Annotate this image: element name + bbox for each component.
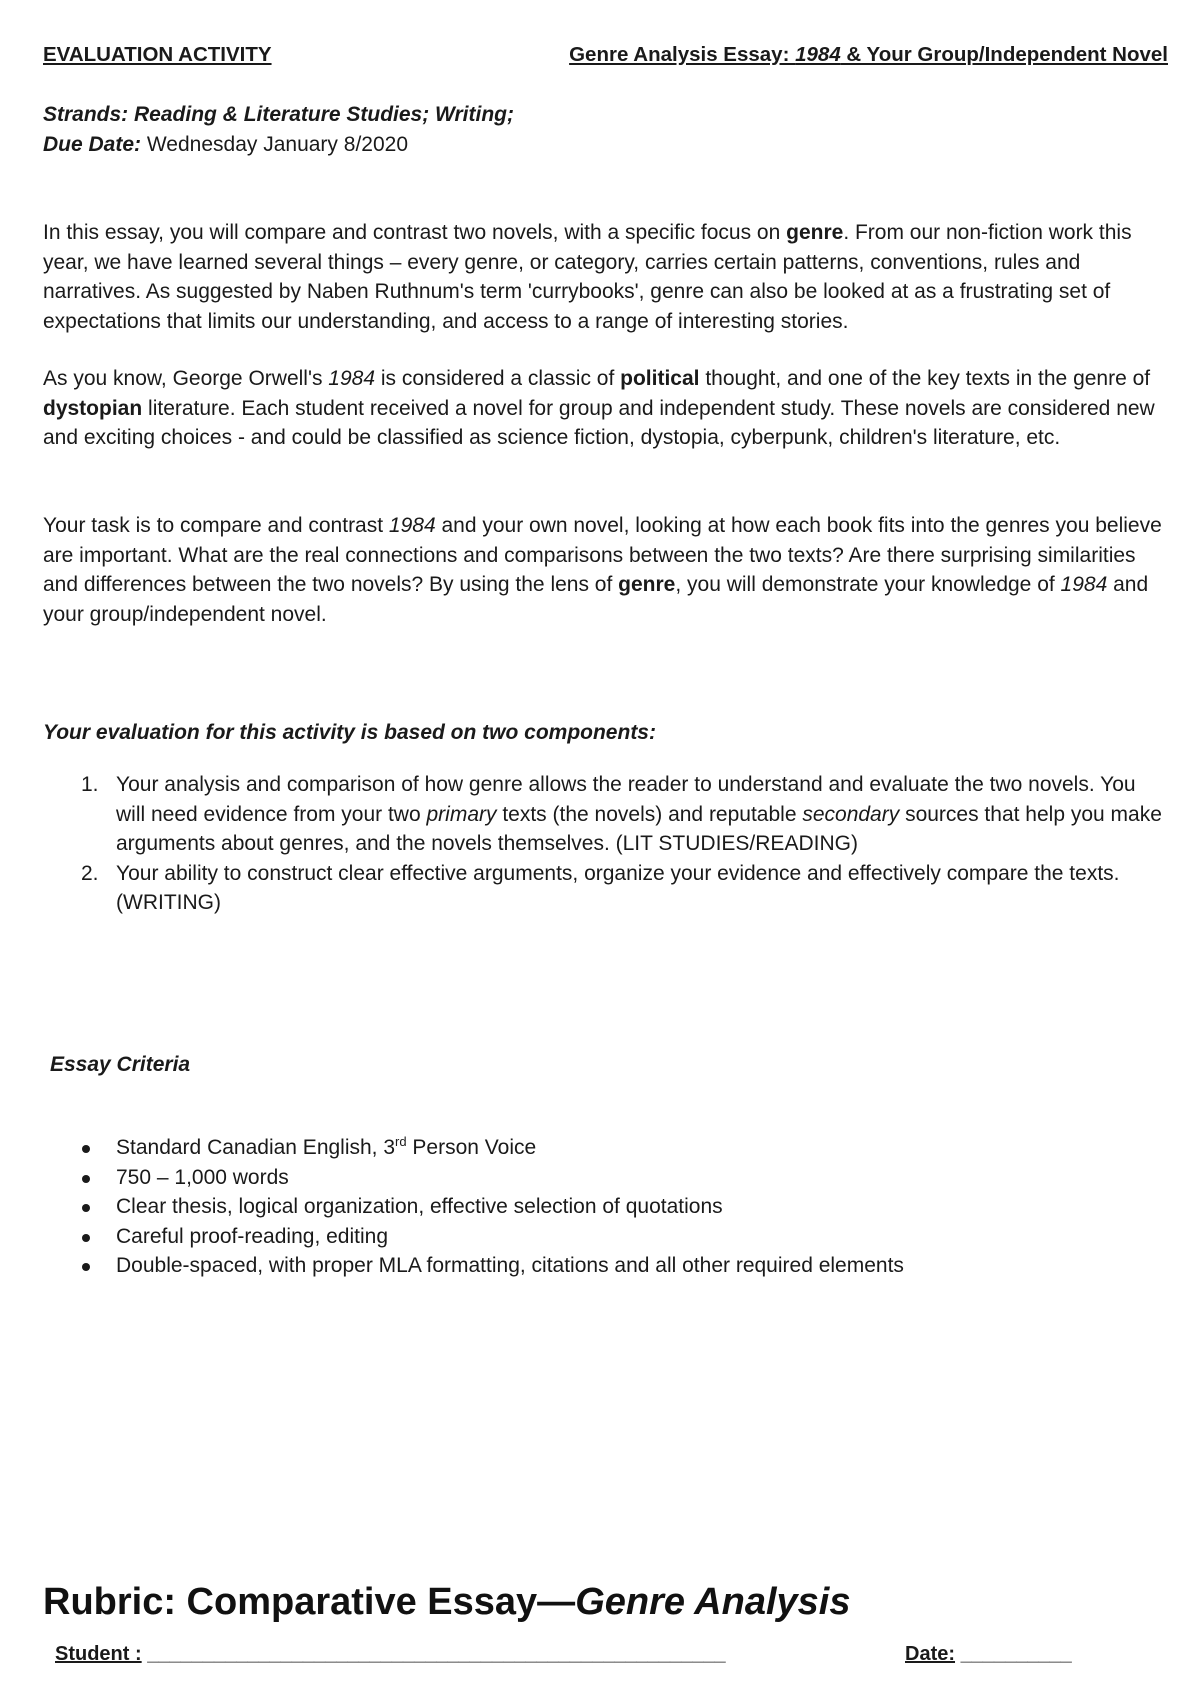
text-run: Person Voice	[406, 1136, 537, 1159]
student-blank: ____________________________________________________	[141, 1643, 726, 1665]
emphasis-genre: genre	[786, 221, 844, 244]
criteria-item	[43, 1192, 1168, 1222]
evaluation-heading: Your evaluation for this activity is based on two components:	[43, 721, 656, 744]
text-run: and your own novel, looking at how each book fits into the genres you believe are important. What are the real connections and comparisons between the two texts? Are there surprising similarities and differences between the two novels? By using the lens of	[43, 514, 1162, 596]
activity-label: EVALUATION ACTIVITY	[43, 43, 272, 66]
emphasis-secondary: secondary	[802, 802, 900, 826]
criteria-item	[43, 1163, 1168, 1193]
text-run: is considered a classic of	[375, 367, 621, 390]
text-run: , you will demonstrate your knowledge of	[675, 573, 1061, 596]
bullet-icon	[82, 1234, 90, 1242]
evaluation-list	[43, 770, 1168, 918]
bullet-icon	[82, 1145, 90, 1153]
novel-title: 1984	[388, 514, 436, 537]
item-number: 1.	[81, 773, 99, 796]
text-run: Your task is to compare and contrast	[43, 514, 389, 537]
bullet-icon	[82, 1175, 90, 1183]
text-run: . From our non-fiction work this year, we have learned several things – every genre, or category, carries certain patterns, conventions, rules and narratives. As suggested by Naben Ruthnum's term 'currybooks', genre can also be looked at as a frustrating set of expectations that limits our understanding, and access to a range of interesting stories.	[43, 221, 1132, 333]
text-run: Your ability to construct clear effective arguments, organize your evidence and effectively compare the texts. (WRITING)	[116, 861, 1120, 914]
evaluation-item	[43, 770, 1168, 859]
novel-title: 1984	[1060, 573, 1108, 596]
bullet-icon	[82, 1263, 90, 1271]
intro-paragraph	[43, 218, 1168, 336]
emphasis-dystopian: dystopian	[43, 396, 143, 420]
task-paragraph	[43, 511, 1168, 629]
evaluation-item	[43, 859, 1168, 918]
due-date-line	[43, 130, 514, 160]
text-run: Careful proof-reading, editing	[116, 1224, 388, 1248]
strands-line: Strands: Reading & Literature Studies; Writing;	[43, 103, 514, 126]
text-run: 750 – 1,000 words	[116, 1165, 289, 1189]
rubric-title	[43, 1580, 850, 1624]
essay-title-prefix: Genre Analysis Essay:	[569, 43, 796, 66]
text-run: Standard Canadian English, 3	[116, 1136, 396, 1159]
date-label: Date:	[905, 1643, 956, 1665]
criteria-list	[43, 1133, 1168, 1281]
novel-title: 1984	[328, 367, 376, 390]
criteria-heading: Essay Criteria	[50, 1053, 191, 1076]
essay-title-novel: 1984	[795, 43, 841, 66]
text-run: sources that help you make arguments about genres, and the novels themselves. (LIT STUDIES/READING)	[116, 802, 1162, 855]
criteria-item	[43, 1222, 1168, 1252]
student-field	[55, 1640, 726, 1670]
criteria-item	[43, 1133, 1168, 1163]
date-blank: __________	[955, 1643, 1072, 1665]
ordinal-suffix: rd	[395, 1134, 407, 1149]
text-run: Clear thesis, logical organization, effective selection of quotations	[116, 1195, 723, 1218]
assignment-meta	[43, 100, 514, 159]
emphasis-primary: primary	[426, 802, 497, 826]
context-paragraph	[43, 364, 1168, 453]
criteria-item	[43, 1251, 1168, 1281]
text-run: and your group/independent novel.	[43, 573, 1149, 626]
bullet-icon	[82, 1204, 90, 1212]
essay-title	[569, 40, 1168, 70]
text-run: texts (the novels) and reputable	[496, 802, 803, 826]
item-number: 2.	[81, 861, 99, 885]
student-label: Student :	[55, 1643, 142, 1665]
rubric-title-italic: Genre Analysis	[575, 1581, 851, 1623]
emphasis-political: political	[620, 367, 700, 390]
text-run: As you know, George Orwell's	[43, 367, 329, 390]
due-date-label: Due Date:	[43, 132, 142, 156]
due-date-value: Wednesday January 8/2020	[141, 132, 408, 156]
text-run: Double-spaced, with proper MLA formatting, citations and all other required elements	[116, 1254, 904, 1277]
essay-title-suffix: & Your Group/Independent Novel	[840, 43, 1168, 66]
rubric-title-plain: Rubric: Comparative Essay—	[43, 1581, 576, 1623]
emphasis-genre: genre	[618, 573, 676, 596]
text-run: literature. Each student received a novel for group and independent study. These novels are considered new and exciting choices - and could be classified as science fiction, dystopia, cyberpunk, children's literature, etc.	[43, 396, 1155, 449]
text-run: thought, and one of the key texts in the genre of	[699, 367, 1151, 390]
text-run: Your analysis and comparison of how genre allows the reader to understand and evaluate the two novels. You will need evidence from your two	[116, 773, 1136, 826]
date-field	[905, 1640, 1072, 1670]
text-run: In this essay, you will compare and contrast two novels, with a specific focus on	[43, 221, 787, 244]
